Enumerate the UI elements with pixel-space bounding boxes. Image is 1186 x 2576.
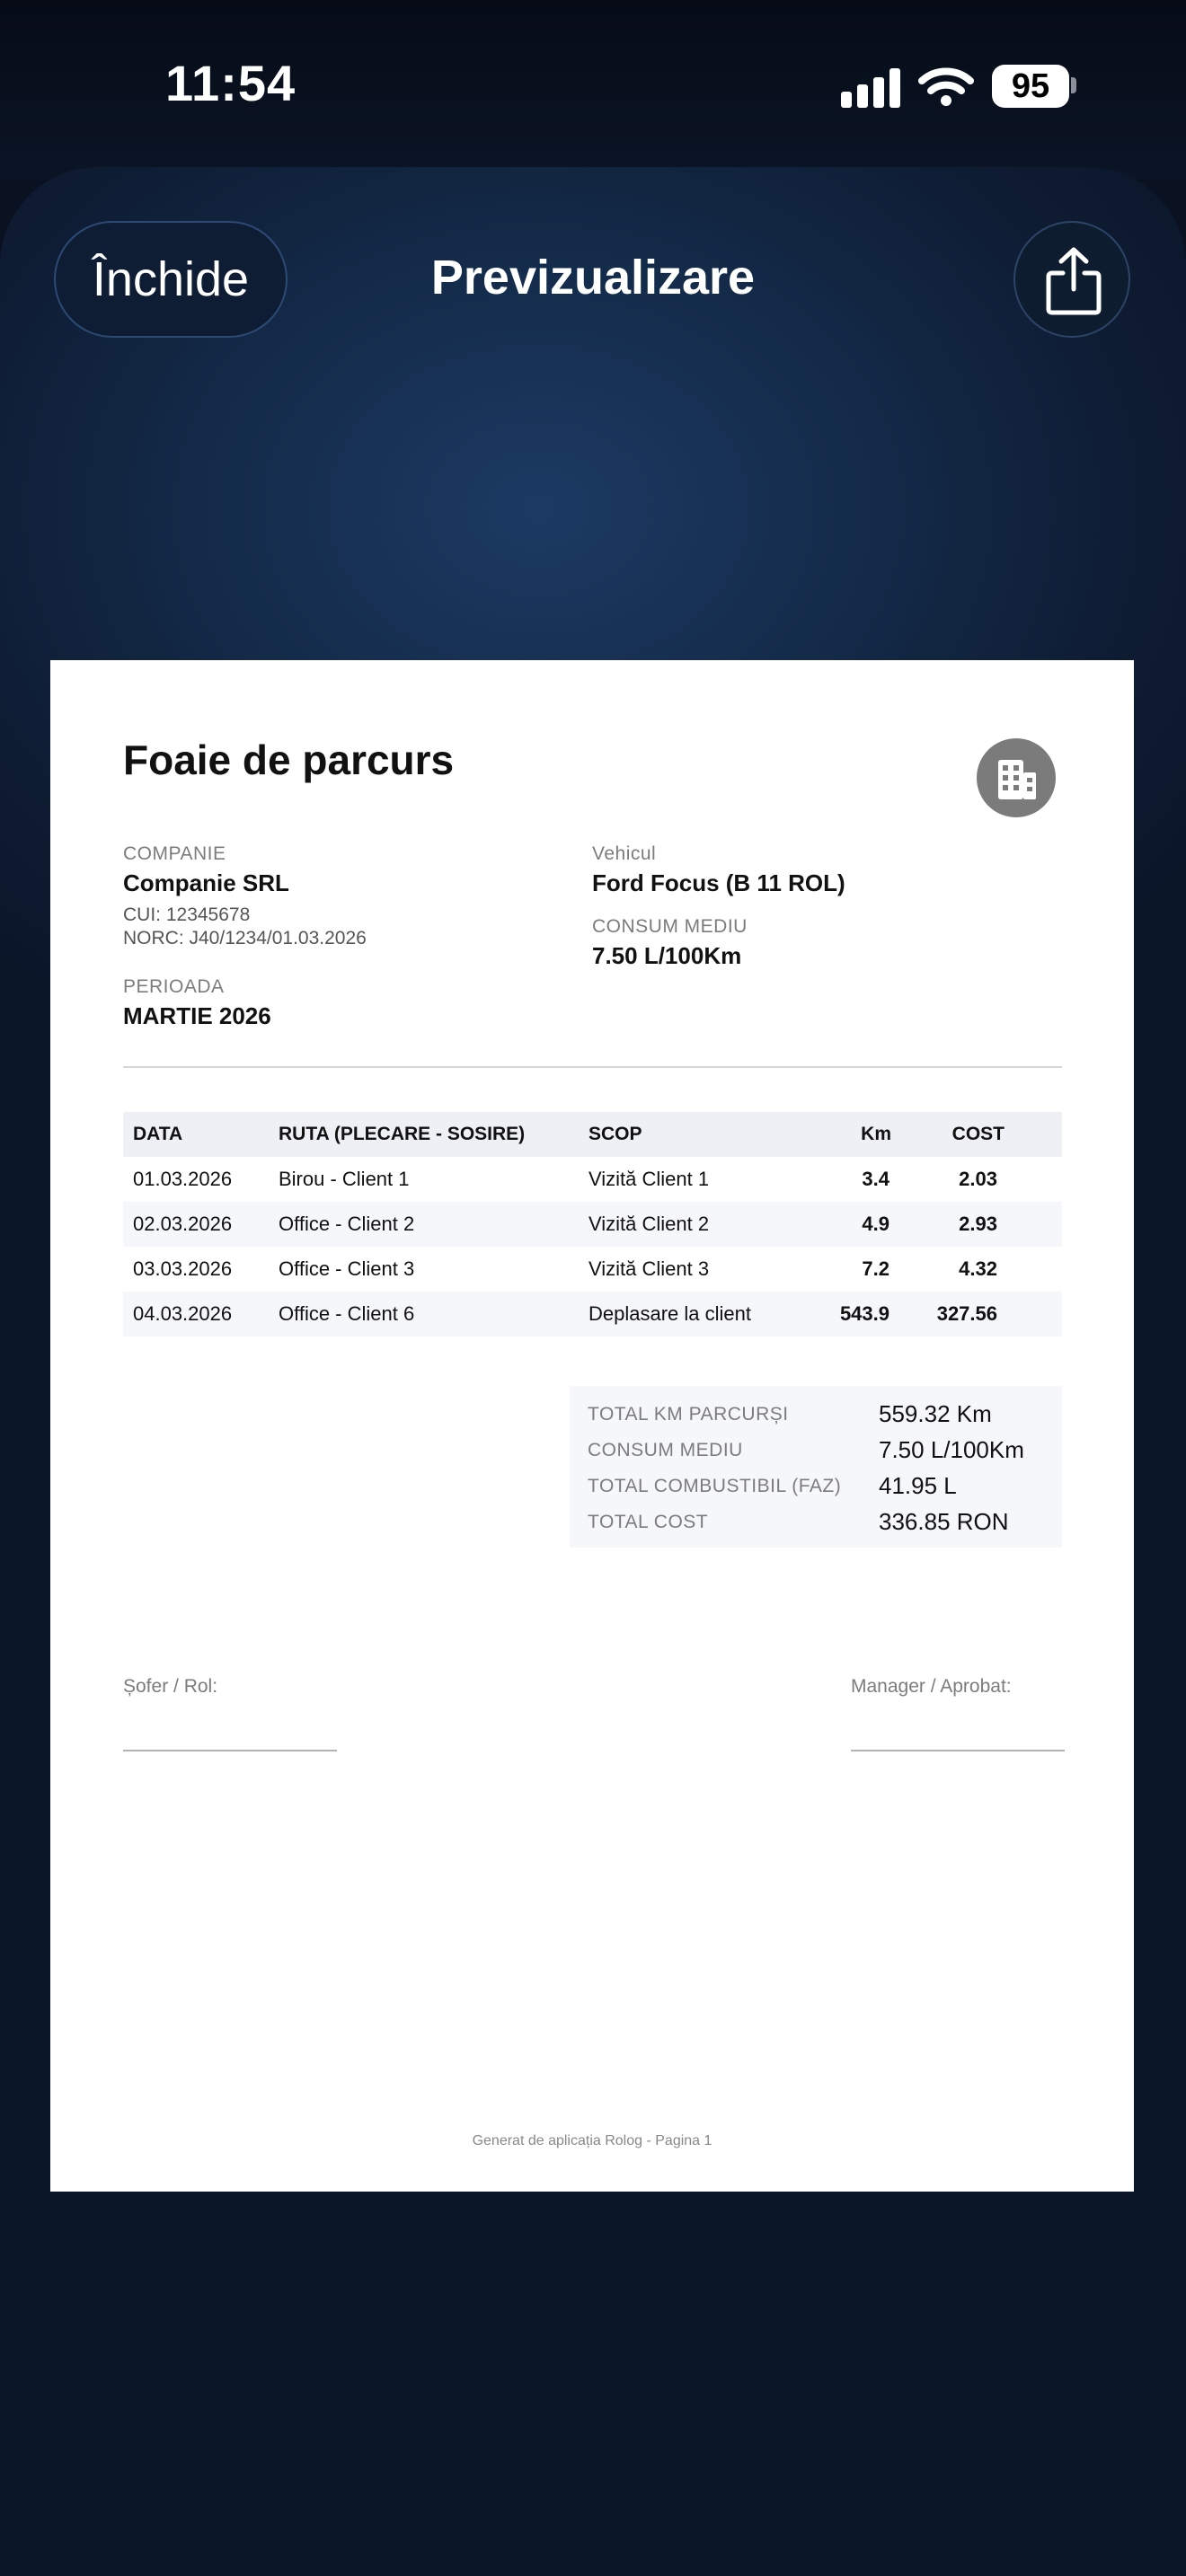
total-fuel-value: 41.95 L [879,1472,957,1499]
share-icon [1043,246,1104,316]
company-norc: NORC: J40/1234/01.03.2026 [123,928,367,948]
cell-km: 543.9 [839,1302,890,1325]
total-km-value: 559.32 Km [879,1400,992,1427]
table-row [123,1157,1062,1202]
company-logo [977,738,1056,817]
cell-date: 01.03.2026 [133,1168,233,1190]
trips-table [123,1112,1062,1337]
total-cost-label: TOTAL COST [588,1512,709,1532]
company-label: COMPANIE [123,843,226,864]
cell-scope: Deplasare la client [589,1302,751,1325]
total-row [570,1434,1062,1470]
header-route: RUTA (PLECARE - SOSIRE) [279,1124,526,1144]
document-title: Foaie de parcurs [123,737,455,783]
cell-date: 03.03.2026 [133,1257,233,1280]
total-row [570,1470,1062,1506]
header-km: Km [861,1124,891,1144]
wifi-icon [918,66,974,108]
consumption-label: CONSUM MEDIU [592,916,748,937]
document-preview [50,660,1134,2192]
page-title: Previzualizare [430,251,756,304]
divider [123,1066,1062,1068]
total-cost-value: 336.85 RON [879,1508,1009,1535]
cell-cost: 4.32 [959,1257,997,1280]
header-cost: COST [951,1124,1005,1144]
totals-box [570,1386,1062,1548]
consumption-value: 7.50 L/100Km [592,942,742,969]
driver-signature-line [123,1750,337,1751]
manager-signature-line [851,1750,1065,1751]
cell-cost: 2.03 [959,1168,997,1190]
cell-km: 3.4 [862,1168,890,1190]
cell-cost: 327.56 [936,1302,997,1325]
total-row [570,1398,1062,1434]
cell-scope: Vizită Client 1 [589,1168,710,1190]
document-footer: Generat de aplicația Rolog - Pagina 1 [472,2133,712,2148]
cell-scope: Vizită Client 2 [589,1213,710,1235]
cellular-signal-icon [841,66,900,108]
driver-signature-label: Șofer / Rol: [123,1676,218,1697]
building-icon [991,753,1041,803]
header-scope: SCOP [589,1124,642,1144]
battery-cap [1071,77,1076,93]
vehicle-label: Vehicul [592,843,657,864]
avg-consumption-label: CONSUM MEDIU [588,1440,743,1460]
cell-route: Office - Client 3 [279,1257,415,1280]
table-header [123,1112,1062,1157]
manager-signature-label: Manager / Aprobat: [851,1676,1012,1697]
avg-consumption-value: 7.50 L/100Km [879,1436,1024,1463]
table-row [123,1247,1062,1292]
period-value: MARTIE 2026 [123,1002,271,1029]
total-fuel-label: TOTAL COMBUSTIBIL (FAZ) [588,1476,842,1496]
table-row [123,1292,1062,1337]
cell-date: 04.03.2026 [133,1302,233,1325]
cell-km: 7.2 [862,1257,890,1280]
total-km-label: TOTAL KM PARCURȘI [588,1404,789,1425]
cell-route: Birou - Client 1 [279,1168,410,1190]
cell-cost: 2.93 [959,1213,997,1235]
cell-km: 4.9 [862,1213,890,1235]
period-label: PERIOADA [123,976,225,997]
battery-indicator: 95 [992,65,1069,108]
cell-scope: Vizită Client 3 [589,1257,710,1280]
company-cui: CUI: 12345678 [123,904,251,925]
status-time: 11:54 [165,55,296,111]
company-name: Companie SRL [123,869,289,896]
vehicle-value: Ford Focus (B 11 ROL) [592,869,845,896]
total-row [570,1506,1062,1542]
header-date: DATA [133,1124,183,1144]
close-button[interactable]: Închide [54,221,288,338]
cell-route: Office - Client 6 [279,1302,415,1325]
cell-route: Office - Client 2 [279,1213,415,1235]
cell-date: 02.03.2026 [133,1213,233,1235]
table-row [123,1202,1062,1247]
share-button[interactable] [1013,221,1130,338]
